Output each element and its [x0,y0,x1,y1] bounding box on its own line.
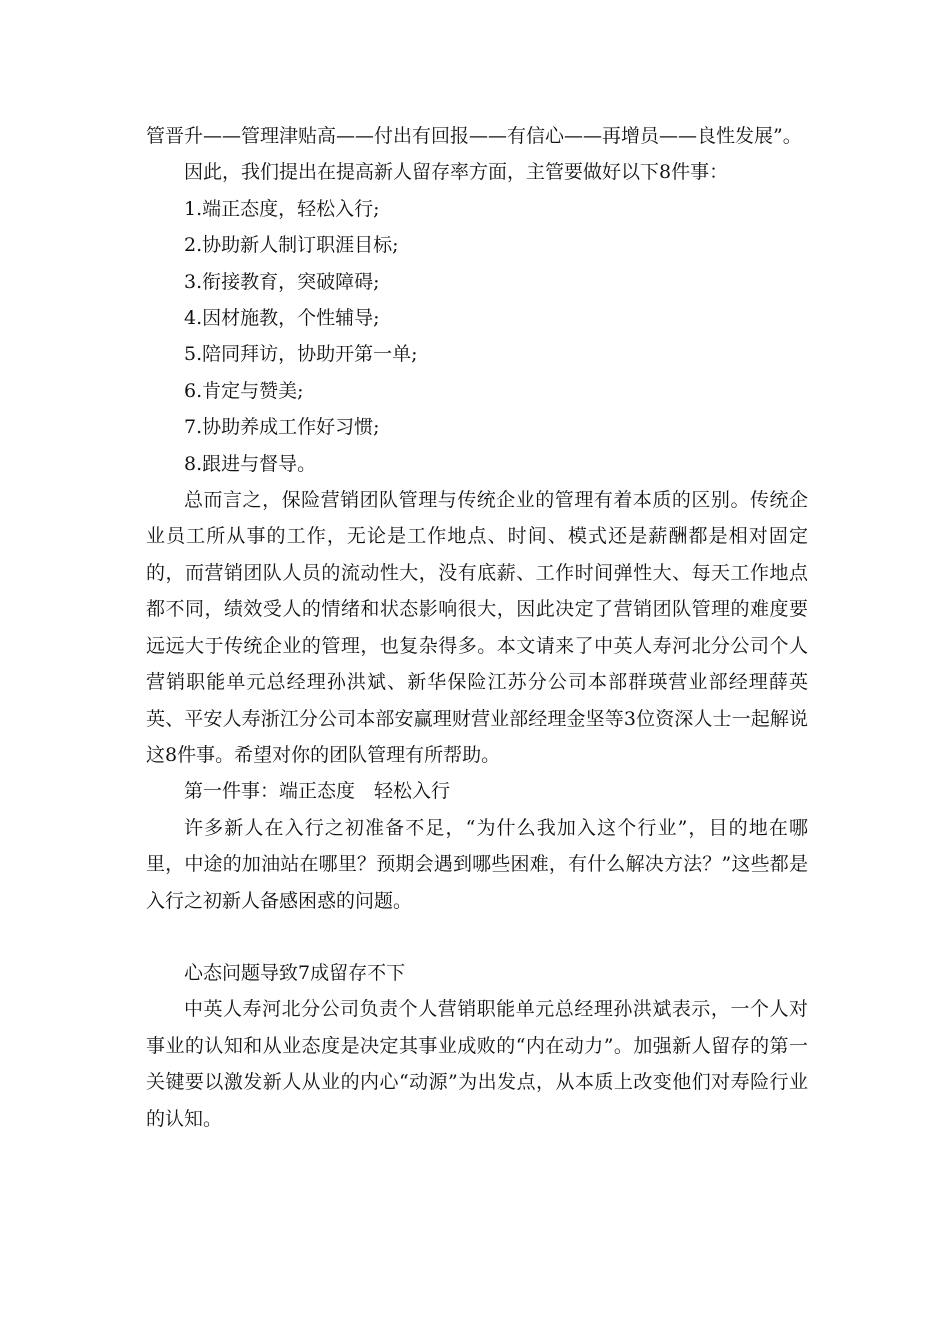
paragraph-continuation: 管晋升——管理津贴高——付出有回报——有信心——再增员——良性发展”。 [146,125,802,147]
list-item: 5.陪同拜访，协助开第一单; [184,343,418,366]
list-item: 1.端正态度，轻松入行; [184,197,380,220]
document-page [146,118,808,1137]
eight-things-list [146,191,808,482]
sub-heading-retention: 心态问题导致7成留存不下 [184,961,406,984]
blank-line [146,919,808,955]
paragraph-new-hire-confusion: 许多新人在入行之初准备不足，“为什么我加入这个行业”，目的地在哪里，中途的加油站在哪里？预期会遇到哪些困难，有什么解决方法？”这些都是入行之初新人备感困惑的问题。 [146,816,808,912]
list-item: 6.肯定与赞美; [184,379,304,402]
list-item: 4.因材施教，个性辅导; [184,307,380,330]
paragraph-intro-eight-things: 因此，我们提出在提高新人留存率方面，主管要做好以下8件事： [184,161,729,184]
list-item: 3.衔接教育，突破障碍; [184,270,380,293]
list-item: 2.协助新人制订职涯目标; [184,234,399,257]
paragraph-sun-hongbin: 中英人寿河北分公司负责个人营销职能单元总经理孙洪斌表示，一个人对事业的认知和从业态度是决定其事业成败的“内在动力”。加强新人留存的第一关键要以激发新人从业的内心“动源”为出发点，从本质上改变他们对寿险行业的认知。 [146,998,808,1130]
section-heading-first-thing: 第一件事：端正态度 轻松入行 [184,780,451,803]
paragraph-summary: 总而言之，保险营销团队管理与传统企业的管理有着本质的区别。传统企业员工所从事的工作，无论是工作地点、时间、模式还是薪酬都是相对固定的，而营销团队人员的流动性大，没有底薪、工作时间弹性大、每天工作地点都不同，绩效受人的情绪和状态影响很大，因此决定了营销团队管理的难度要远远大于传统企业的管理，也复杂得多。本文请来了中英人寿河北分公司个人营销职能单元总经理孙洪斌、新华保险江苏分公司本部群瑛营业部经理薛英英、平安人寿浙江分公司本部安赢理财营业部经理金坚等3位资深人士一起解说这8件事。希望对你的团队管理有所帮助。 [146,489,808,766]
list-item: 7.协助养成工作好习惯; [184,416,380,439]
list-item: 8.跟进与督导。 [184,452,317,475]
